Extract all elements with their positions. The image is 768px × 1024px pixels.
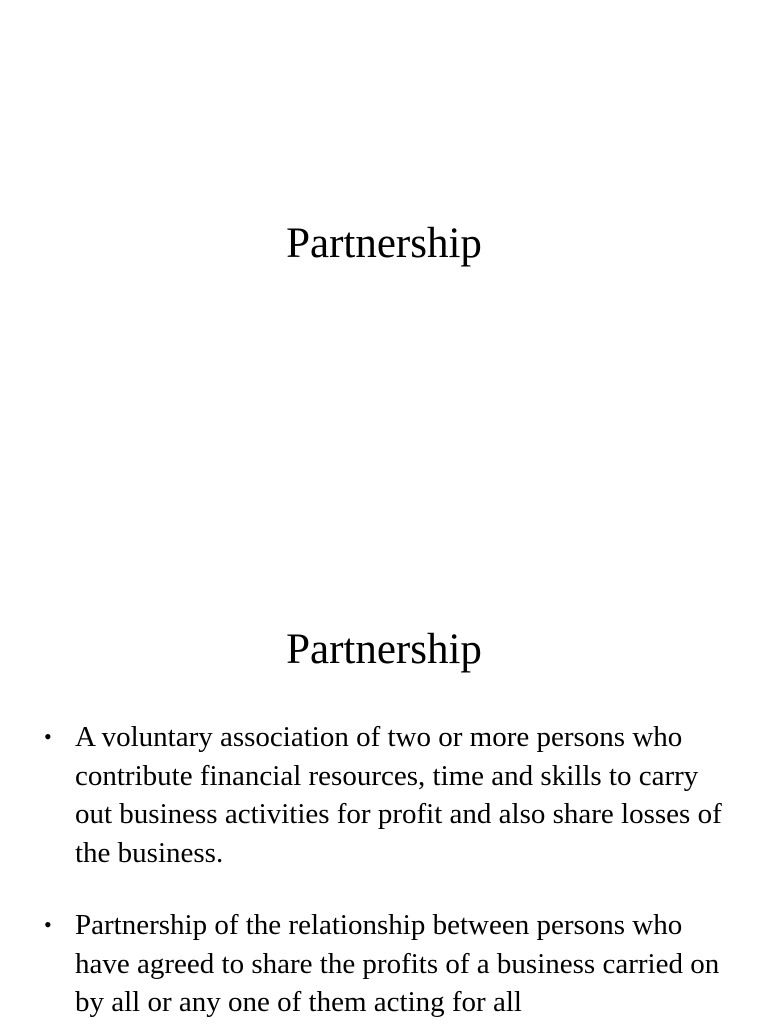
bullet-icon: • — [44, 724, 52, 749]
bullet-item — [44, 718, 734, 872]
content-slide — [0, 512, 768, 1024]
bullet-list — [44, 718, 734, 1024]
bullet-text: Partnership of the relationship between persons who have agreed to share the profits of a business carried on by all or any one of them acting for all — [75, 909, 720, 1018]
slide-title: Partnership — [286, 220, 482, 267]
bullet-text: A voluntary association of two or more persons who contribute financial resources, time and skills to carry out business activities for profit and also share losses of the business. — [75, 721, 722, 869]
bullet-item — [44, 906, 734, 1022]
slide-heading: Partnership — [286, 626, 482, 673]
bullet-icon: • — [44, 912, 52, 937]
